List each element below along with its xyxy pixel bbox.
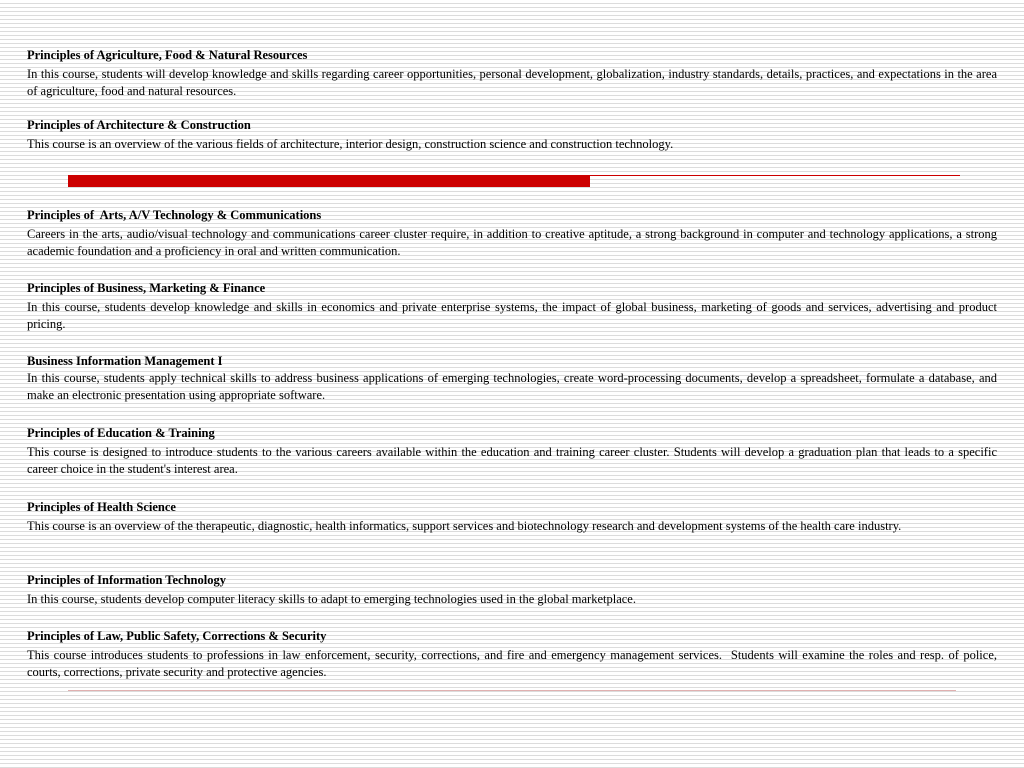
course-agriculture [27,47,997,100]
bottom-divider-line [68,690,956,691]
course-business-marketing [27,280,997,333]
course-description: This course introduces students to professions in law enforcement, security, corrections, and fire and emergency management services. Students will examine the roles and resp. of police, courts, corrections, private security and protective agencies. [27,648,1001,679]
course-architecture [27,117,997,153]
course-description: This course is an overview of the various fields of architecture, interior design, construction science and construction technology. [27,137,674,151]
course-description: In this course, students develop computer literacy skills to adapt to emerging technologies used in the global marketplace. [27,592,636,606]
course-description: This course is an overview of the therapeutic, diagnostic, health informatics, support services and biotechnology research and development systems of the health care industry. [27,519,902,533]
course-education-training [27,425,997,478]
course-title: Principles of Architecture & Construction [27,118,251,132]
course-information-technology [27,572,997,608]
course-arts-av [27,207,997,260]
course-title: Principles of Information Technology [27,573,226,587]
red-divider-line [590,175,960,176]
course-description: In this course, students develop knowledge and skills in economics and private enterprise systems, the impact of global business, marketing of goods and services, advertising and product pricing. [27,300,997,331]
course-health-science [27,499,997,535]
course-description: This course is designed to introduce students to the various careers available within the education and training career cluster. Students will develop a graduation plan that leads to a specific career choice in the student's interest area. [27,445,997,476]
red-divider-bar [68,175,590,187]
course-description: In this course, students will develop knowledge and skills regarding career opportunities, personal development, globalization, industry standards, details, practices, and expectations in the area of agriculture, food and natural resources. [27,67,997,98]
course-title: Principles of Education & Training [27,426,215,440]
course-title: Principles of Agriculture, Food & Natural Resources [27,48,308,62]
course-description: Careers in the arts, audio/visual technology and communications career cluster require, in addition to creative aptitude, a strong background in computer and technology applications, a strong academic foundation and a proficiency in oral and written communication. [27,227,997,258]
course-title: Principles of Arts, A/V Technology & Communications [27,208,322,222]
course-law-public-safety [27,628,1001,681]
course-title: Business Information Management I [27,354,223,368]
course-description: In this course, students apply technical skills to address business applications of emerging technologies, create word-processing documents, develop a spreadsheet, formulate a database, and make an electronic presentation using appropriate software. [27,371,997,402]
course-title: Principles of Law, Public Safety, Corrections & Security [27,629,327,643]
course-title: Principles of Business, Marketing & Finance [27,281,266,295]
course-title: Principles of Health Science [27,500,176,514]
course-business-info-mgmt [27,353,997,404]
